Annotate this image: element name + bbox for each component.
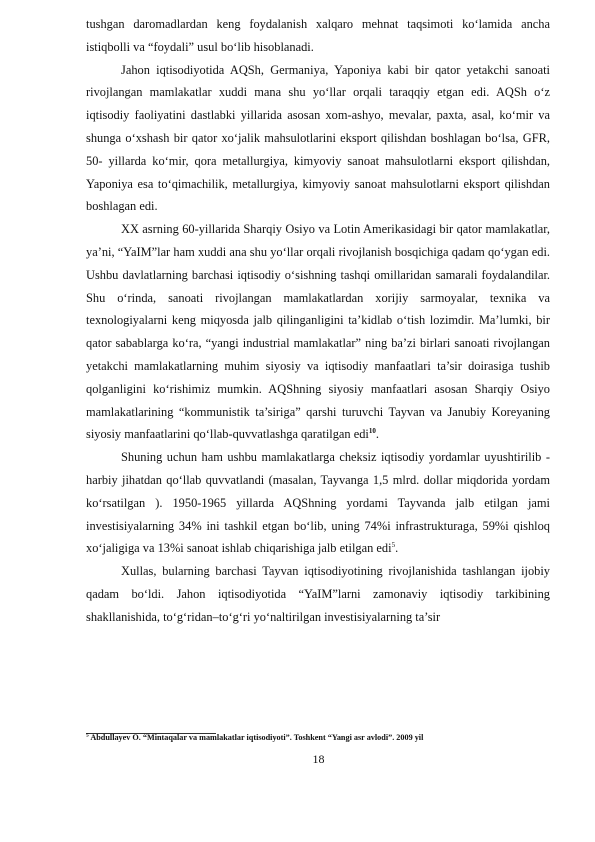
- paragraph-4-text: Shuning uchun ham ushbu mamlakatlarga cheksiz iqtisodiy yordamlar uyushtirilib - harbiy jihatdan qo‘llab quvvatlandi (masalan, Tayvanga 1,5 mlrd. dollar miqdorida yordam ko‘rsatilgan ). 1950-1965 yillarda AQShning yordami Tayvanda jalb etilgan jami investisiyalarning 34% ini tashkil etgan bo‘lib, uning 74%i infrastrukturaga, 59%i qishloq xo‘jaligiga va 13%i sanoat ishlab chiqarishiga jalb etilgan edi: [86, 450, 550, 556]
- footnote-mark: 5: [86, 732, 89, 739]
- paragraph-1: [86, 13, 550, 59]
- footnote-ref-5: 5: [391, 541, 396, 550]
- paragraph-3: [86, 218, 550, 446]
- paragraph-5-text: Xullas, bularning barchasi Tayvan iqtisodiyotining rivojlanishida tashlangan ijobiy qadam bo‘ldi. Jahon iqtisodiyotida “YaIM”larni zamonaviy iqtisodiy tarkibining shakllanishida, to‘g‘ridan–to‘g‘ri yo‘naltirilgan investisiyalarning ta’sir: [86, 564, 550, 624]
- paragraph-5: [86, 560, 550, 628]
- paragraph-3-text: XX asrning 60-yillarida Sharqiy Osiyo va Lotin Amerikasidagi bir qator mamlakatlar, ya’ni, “YaIM”lar ham xuddi ana shu yo‘llar orqali rivojlanish bosqichiga qadam qo‘ygan edi. Ushbu davlatlarning barchasi iqtisodiy o‘sishning tashqi omillaridan samarali foydalandilar. Shu o‘rinda, sanoati rivojlangan mamlakatlardan xorijiy sarmoyalar, texnika va texnologiyalarni keng miqyosda jalb qilinganligini ta’kidlab o‘tish lozimdir. Ma’lumki, bir qator sabablarga ko‘ra, “yangi industrial mamlakatlar” ning ba’zi birlari sanoati rivojlangan yetakchi mamlakatlarning muhim siyosiy va iqtisodiy manfaatlari ta’sir doirasiga tushib qolganligini ko‘rishimiz mumkin. AQShning siyosiy manfaatlari asosan Sharqiy Osiyo mamlakatlarining “kommunistik ta’siriga” qarshi turuvchi Tayvan va Janubiy Koreyaning siyosiy manfaatlarini qo‘llab-quvvatlashga qaratilgan edi: [86, 222, 550, 442]
- paragraph-2: [86, 59, 550, 219]
- footnote-text: Abdullayev O. “Mintaqalar va mamlakatlar iqtisodiyoti”. Toshkent “Yangi asr avlodi”. 2009 yil: [88, 733, 424, 742]
- paragraph-3-end: .: [375, 427, 379, 442]
- paragraph-4-end: .: [395, 541, 399, 556]
- footnote-ref-10: 10: [368, 427, 376, 436]
- footnote: [86, 732, 556, 743]
- body-text: [86, 13, 550, 629]
- paragraph-1-text: tushgan daromadlardan keng foydalanish xalqaro mehnat taqsimoti ko‘lamida ancha istiqbolli va “foydali” usul bo‘lib hisoblanadi.: [86, 17, 550, 54]
- page-number: 18: [312, 752, 325, 766]
- paragraph-4: [86, 446, 550, 560]
- paragraph-2-text: Jahon iqtisodiyotida AQSh, Germaniya, Yaponiya kabi bir qator yetakchi sanoati rivojlangan mamlakatlar xuddi mana shu yo‘llar orqali taraqqiy etgan edi. AQSh o‘z iqtisodiy faoliyatini dastlabki yillarida asosan xom-ashyo, mevalar, paxta, asal, ko‘mir va shunga o‘xshash bir qator xo‘jalik mahsulotlarini eksport qilishdan boshlagan bo‘lsa, GFR, 50- yillarda ko‘mir, qora metallurgiya, kimyoviy sanoat mahsulotlarni eksport qilishdan, Yaponiya esa to‘qimachilik, metallurgiya, kimyoviy sanoat mahsulotlarni eksport qilishdan boshlagan edi.: [86, 62, 550, 214]
